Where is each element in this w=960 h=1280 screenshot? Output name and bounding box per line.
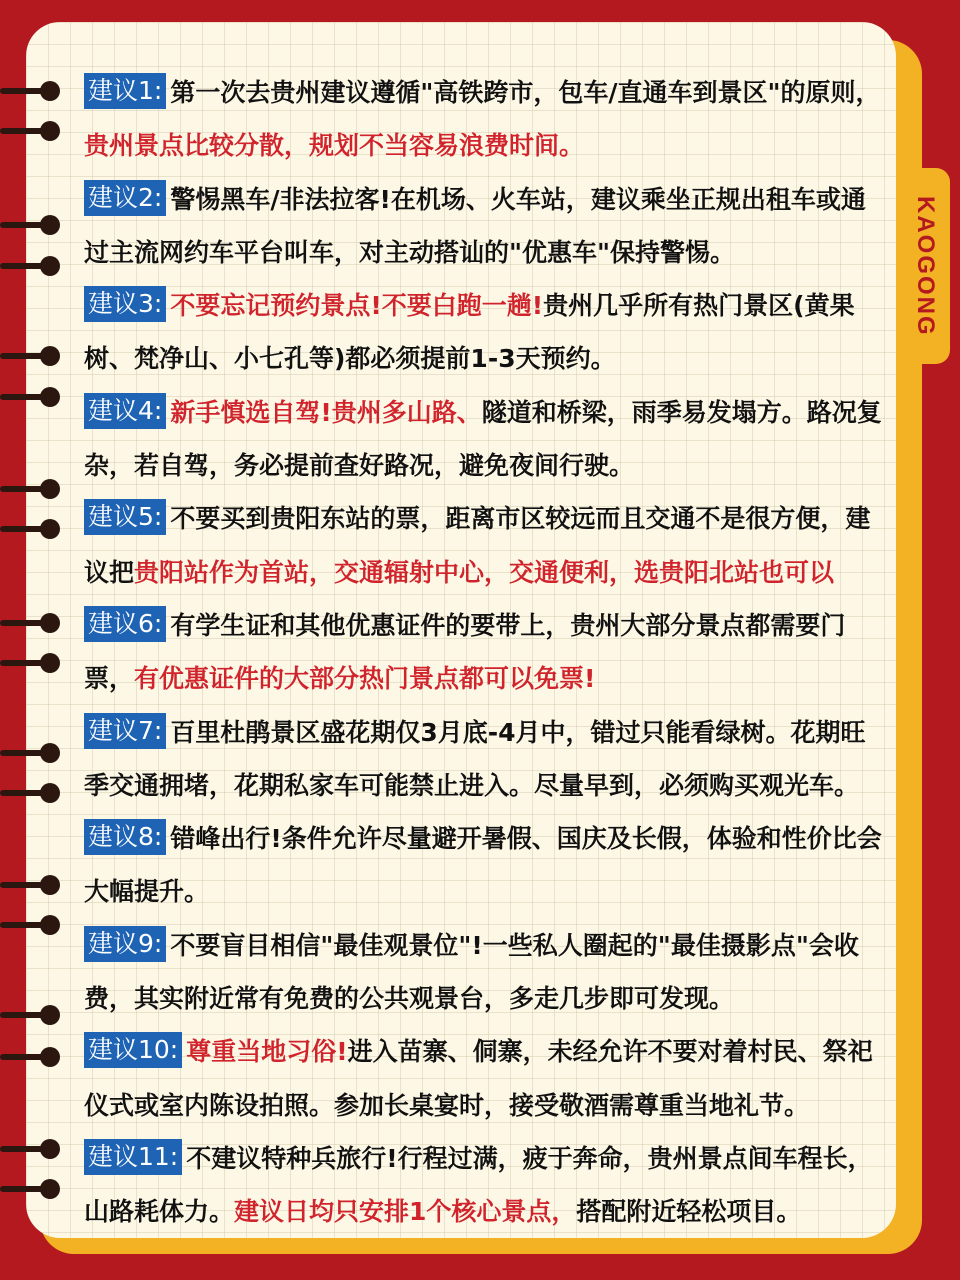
- tip-number-badge: 建议7:: [84, 713, 166, 749]
- tip-line: [84, 119, 896, 172]
- highlight-text: 新手慎选自驾!贵州多山路、: [170, 397, 482, 427]
- tip-line: [84, 546, 896, 599]
- tip-line: [84, 492, 896, 545]
- body-text: 第一次去贵州建议遵循"高铁跨市，包车/直通车到景区"的原则，: [170, 78, 881, 107]
- body-text: 进入苗寨、侗寨，未经允许不要对着村民、祭祀: [347, 1037, 873, 1067]
- binding-ring: [0, 612, 66, 634]
- tip-line: [84, 865, 896, 918]
- binding-ring: [0, 80, 66, 102]
- tip-line: [84, 1025, 896, 1078]
- body-text: 票，: [84, 664, 135, 694]
- binding-ring: [0, 345, 66, 367]
- tip-line: [84, 1185, 896, 1238]
- tip-item: [84, 599, 896, 706]
- highlight-text: 贵阳站作为首站，交通辐射中心，交通便利，选贵阳北站也可以: [134, 557, 835, 587]
- side-tab: [900, 168, 950, 364]
- tip-line: [84, 812, 896, 865]
- tip-item: [84, 919, 896, 1026]
- binding-ring: [0, 255, 66, 277]
- tip-line: [84, 66, 896, 119]
- body-text: 不要买到贵阳东站的票，距离市区较远而且交通不是很方便，建: [170, 504, 871, 534]
- tip-line: [84, 386, 896, 439]
- binding-ring: [0, 120, 66, 142]
- tip-line: [84, 226, 896, 279]
- body-text: 杂，若自驾，务必提前查好路况，避免夜间行驶。: [84, 451, 635, 481]
- body-text: 不建议特种兵旅行!行程过满，疲于奔命，贵州景点间车程长，: [186, 1143, 873, 1173]
- tip-item: [84, 1025, 896, 1132]
- tip-item: [84, 279, 896, 386]
- tip-number-badge: 建议9:: [84, 926, 166, 962]
- binding-ring: [0, 1178, 66, 1200]
- highlight-text: 有优惠证件的大部分热门景点都可以免票!: [134, 664, 596, 694]
- tip-number-badge: 建议4:: [84, 393, 166, 429]
- tip-number-badge: 建议5:: [84, 499, 166, 535]
- tip-item: [84, 1132, 896, 1239]
- body-text: 有学生证和其他优惠证件的要带上，贵州大部分景点都需要门: [170, 610, 846, 640]
- body-text: 山路耗体力。: [84, 1197, 235, 1227]
- body-text: 大幅提升。: [84, 877, 210, 907]
- binding-ring: [0, 1004, 66, 1026]
- body-text: 搭配附近轻松项目。: [576, 1197, 802, 1227]
- binding-ring: [0, 874, 66, 896]
- highlight-text: 贵州景点比较分散，规划不当容易浪费时间。: [84, 131, 585, 161]
- tip-number-badge: 建议8:: [84, 819, 166, 855]
- tip-line: [84, 1132, 896, 1185]
- side-tab-label: KAOGONG: [912, 195, 939, 337]
- tip-line: [84, 1079, 896, 1132]
- body-text: 百里杜鹃景区盛花期仅3月底-4月中，错过只能看绿树。花期旺: [170, 717, 866, 747]
- body-text: 警惕黑车/非法拉客!在机场、火车站，建议乘坐正规出租车或通: [170, 184, 866, 214]
- tip-line: [84, 919, 896, 972]
- binding-ring: [0, 742, 66, 764]
- tip-line: [84, 706, 896, 759]
- body-text: 贵州几乎所有热门景区(黄果: [543, 291, 855, 321]
- tip-number-badge: 建议11:: [84, 1139, 182, 1175]
- binding-ring: [0, 214, 66, 236]
- tip-number-badge: 建议3:: [84, 286, 166, 322]
- tip-line: [84, 652, 896, 705]
- tip-line: [84, 173, 896, 226]
- tip-line: [84, 439, 896, 492]
- binding-ring: [0, 652, 66, 674]
- highlight-text: 建议日均只安排1个核心景点，: [234, 1197, 577, 1227]
- tip-item: [84, 812, 896, 919]
- tip-item: [84, 706, 896, 813]
- body-text: 隧道和桥梁，雨季易发塌方。路况复: [481, 397, 882, 427]
- tip-line: [84, 599, 896, 652]
- binding-ring: [0, 386, 66, 408]
- body-text: 过主流网约车平台叫车，对主动搭讪的"优惠车"保持警惕。: [84, 237, 736, 267]
- tip-item: [84, 386, 896, 493]
- binding-ring: [0, 782, 66, 804]
- highlight-text: 不要忘记预约景点!不要白跑一趟!: [170, 291, 544, 321]
- tip-line: [84, 759, 896, 812]
- tip-line: [84, 279, 896, 332]
- binding-ring: [0, 1046, 66, 1068]
- tip-item: [84, 66, 896, 173]
- tip-line: [84, 332, 896, 385]
- binding-ring: [0, 914, 66, 936]
- tip-item: [84, 492, 896, 599]
- tip-number-badge: 建议2:: [84, 180, 166, 216]
- tip-number-badge: 建议10:: [84, 1032, 182, 1068]
- body-text: 树、梵净山、小七孔等)都必须提前1-3天预约。: [84, 344, 616, 374]
- body-text: 议把: [84, 557, 135, 587]
- binding-ring: [0, 1138, 66, 1160]
- body-text: 费，其实附近常有免费的公共观景台，多走几步即可发现。: [84, 984, 735, 1014]
- highlight-text: 尊重当地习俗!: [186, 1037, 348, 1067]
- body-text: 仪式或室内陈设拍照。参加长桌宴时，接受敬酒需尊重当地礼节。: [84, 1090, 810, 1120]
- tip-number-badge: 建议1:: [84, 73, 166, 109]
- tip-item: [84, 173, 896, 280]
- body-text: 不要盲目相信"最佳观景位"!一些私人圈起的"最佳摄影点"会收: [170, 930, 859, 960]
- body-text: 错峰出行!条件允许尽量避开暑假、国庆及长假，体验和性价比会: [170, 824, 882, 854]
- body-text: 季交通拥堵，花期私家车可能禁止进入。尽量早到，必须购买观光车。: [84, 770, 860, 800]
- binding-ring: [0, 478, 66, 500]
- tips-list: [84, 66, 896, 1239]
- tip-line: [84, 972, 896, 1025]
- tip-number-badge: 建议6:: [84, 606, 166, 642]
- binding-ring: [0, 518, 66, 540]
